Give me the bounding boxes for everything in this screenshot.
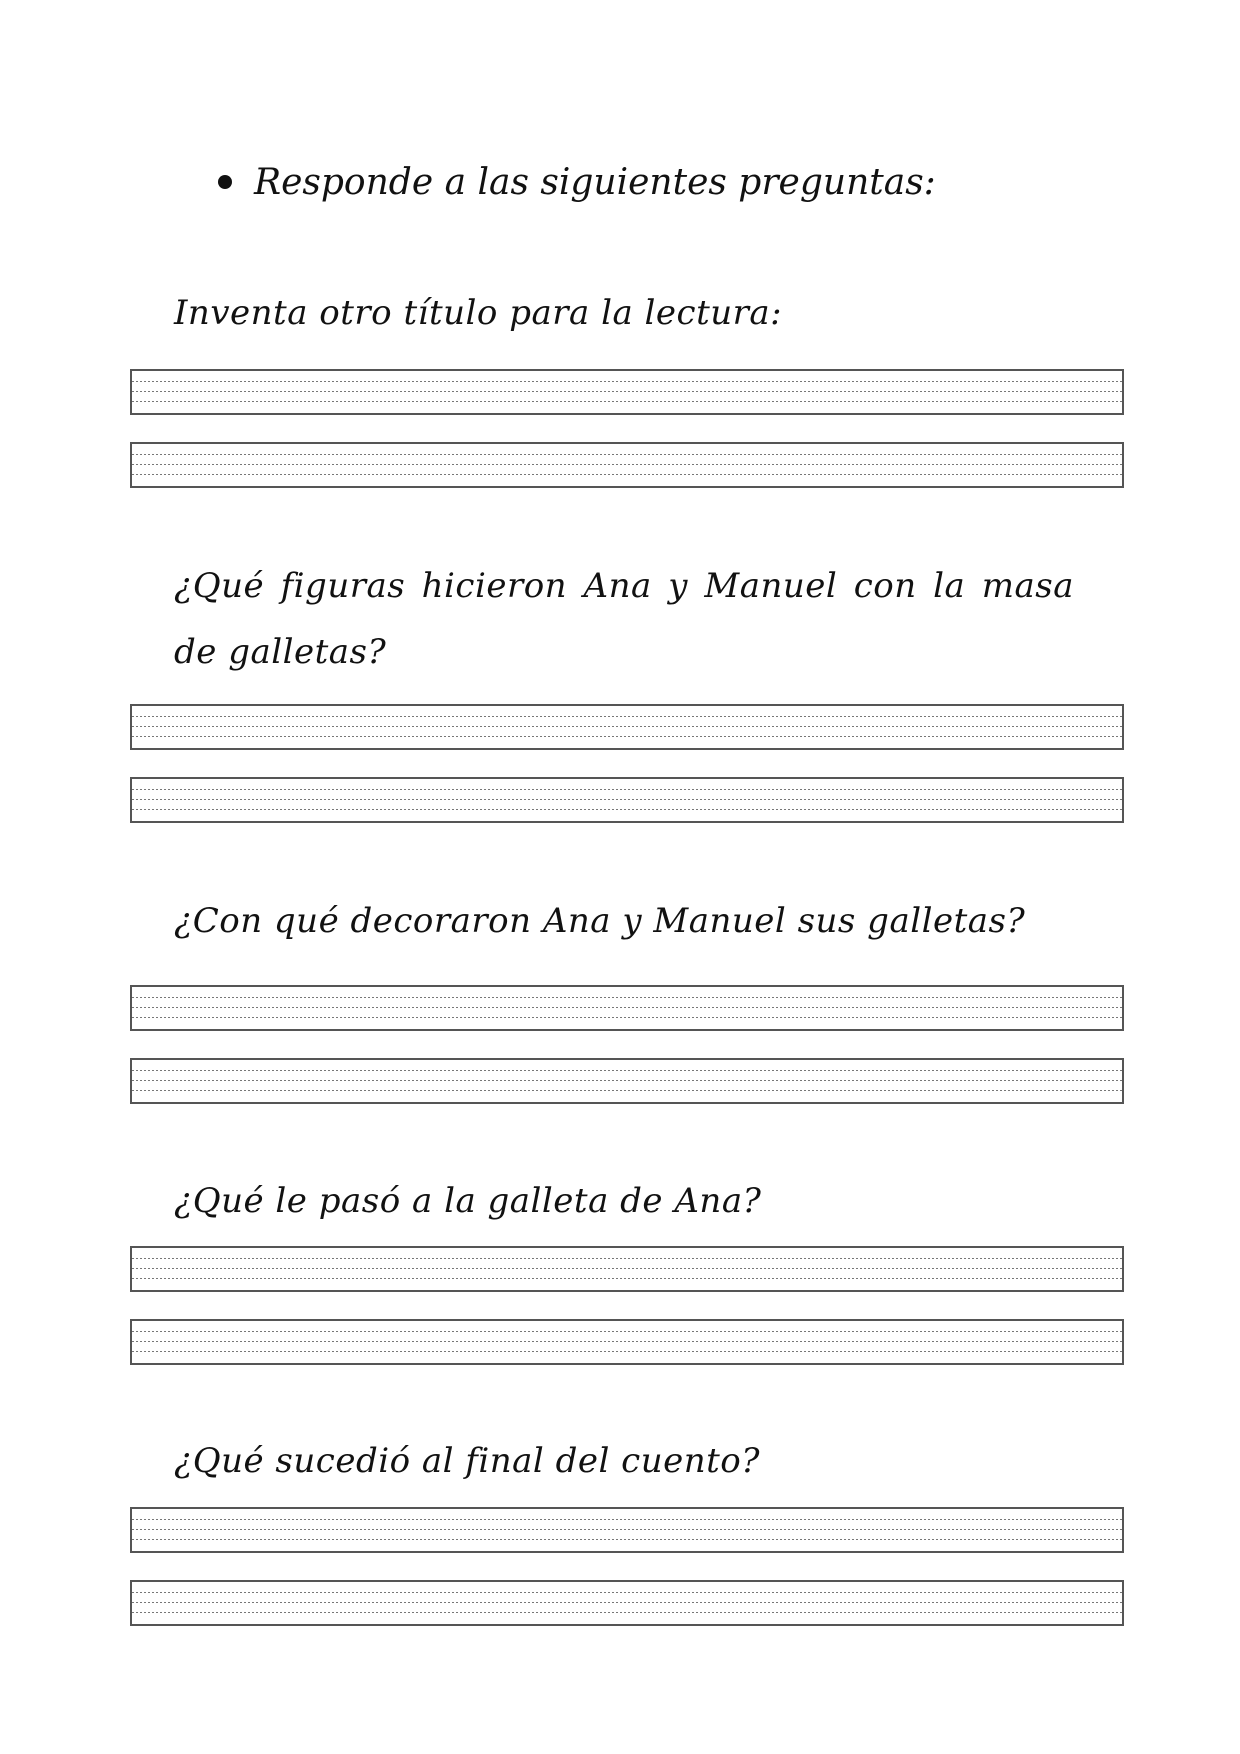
worksheet-heading (218, 154, 936, 210)
question-2: ¿Qué figuras hicieron Ana y Manuel con la masa de galletas? (174, 566, 1074, 672)
question-3: ¿Con qué decoraron Ana y Manuel sus galletas? (174, 901, 1026, 941)
question-5: ¿Qué sucedió al final del cuento? (174, 1441, 760, 1481)
answer-line-1b[interactable] (130, 442, 1124, 488)
answer-line-3b[interactable] (130, 1058, 1124, 1104)
answer-line-5b[interactable] (130, 1580, 1124, 1626)
answer-line-2a[interactable] (130, 704, 1124, 750)
answer-line-2b[interactable] (130, 777, 1124, 823)
answer-line-4b[interactable] (130, 1319, 1124, 1365)
question-4: ¿Qué le pasó a la galleta de Ana? (174, 1181, 762, 1221)
answer-line-4a[interactable] (130, 1246, 1124, 1292)
answer-line-1a[interactable] (130, 369, 1124, 415)
answer-line-5a[interactable] (130, 1507, 1124, 1553)
question-1: Inventa otro título para la lectura: (174, 293, 783, 333)
heading-text: Responde a las siguientes preguntas: (254, 161, 936, 203)
bullet-icon (218, 175, 232, 189)
answer-line-3a[interactable] (130, 985, 1124, 1031)
